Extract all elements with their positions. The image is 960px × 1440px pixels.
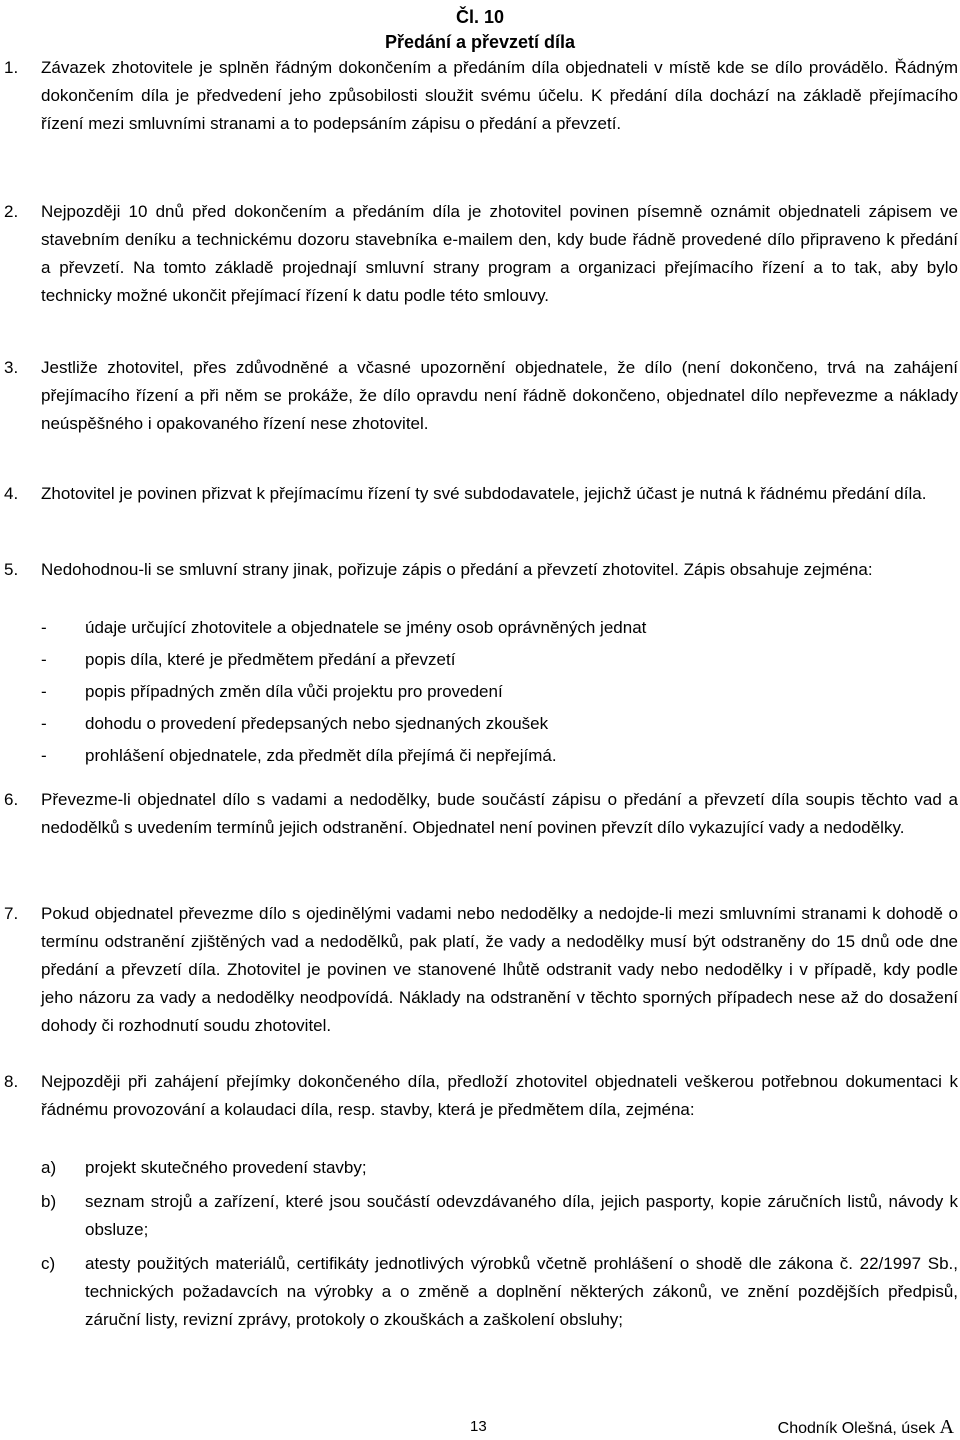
list-item-text: projekt skutečného provedení stavby; <box>85 1158 367 1177</box>
paragraph-number: 2. <box>4 202 19 221</box>
list-item-text: popis případných změn díla vůči projektu pro provedení <box>85 682 503 701</box>
list-item <box>41 614 941 646</box>
paragraph-number: 6. <box>4 790 19 809</box>
dash-bullet: - <box>41 682 47 701</box>
list-item-text: seznam strojů a zařízení, které jsou součástí odevzdávaného díla, jejich pasporty, kopie záručních listů, návody k obsluze; <box>85 1192 958 1239</box>
paragraph-number: 5. <box>4 560 19 579</box>
paragraph-text: Závazek zhotovitele je splněn řádným dokončením a předáním díla objednateli v místě kde se dílo provádělo. Řádným dokončením díla je předvedení jeho způsobilosti sloužit svému účelu. K předání díla dochází na základě přejímacího řízení mezi smluvními stranami a to podepsáním zápisu o předání a převzetí. <box>41 58 958 133</box>
dash-bullet: - <box>41 618 47 637</box>
page-number: 13 <box>470 1418 487 1435</box>
list-item-label: b) <box>41 1192 57 1211</box>
list-item <box>41 678 941 710</box>
documentation-list <box>41 1154 958 1334</box>
footer-doc-section: A <box>939 1416 954 1438</box>
paragraph-text: Zhotovitel je povinen přizvat k přejímacímu řízení ty své subdodavatele, jejichž účast je nutná k řádnému předání díla. <box>41 484 927 503</box>
paragraph-number: 4. <box>4 484 19 503</box>
article-title: Předání a převzetí díla <box>384 32 576 52</box>
list-item-text: popis díla, které je předmětem předání a převzetí <box>85 650 456 669</box>
paragraph-number: 8. <box>4 1072 19 1091</box>
list-item <box>41 710 941 742</box>
list-item-label: a) <box>41 1158 57 1177</box>
paragraph-text: Jestliže zhotovitel, přes zdůvodněné a včasné upozornění objednatele, že dílo (není dokončeno, trvá na zahájení přejímacího řízení a při něm se prokáže, že dílo opravdu není řádně dokončeno, objednatel dílo nepřevezme a náklady neúspěšného i opakovaného řízení nese zhotovitel. <box>41 358 958 433</box>
paragraph-number: 1. <box>4 58 19 77</box>
list-item-text: atesty použitých materiálů, certifikáty jednotlivých výrobků včetně prohlášení o shodě dle zákona č. 22/1997 Sb., technických požadavcích na výrobky a o změně a doplnění některých zákonů, ve znění pozdějších předpisů, záruční listy, revizní zprávy, protokoly o zkouškách a zaškolení obsluhy; <box>85 1254 958 1329</box>
paragraph-number: 7. <box>4 904 19 923</box>
dash-bullet: - <box>41 714 47 733</box>
list-item <box>41 742 941 774</box>
paragraph-text: Převezme-li objednatel dílo s vadami a nedodělky, bude součástí zápisu o předání a převzetí díla soupis těchto vad a nedodělků s uvedením termínů jejich odstranění. Objednatel není povinen převzít dílo vykazující vady a nedodělky. <box>41 790 958 837</box>
list-item-label: c) <box>41 1254 56 1273</box>
dash-bullet: - <box>41 746 47 765</box>
paragraph-number: 3. <box>4 358 19 377</box>
dash-bullet: - <box>41 650 47 669</box>
paragraph-text: Nejpozději 10 dnů před dokončením a předáním díla je zhotovitel povinen písemně oznámit objednateli zápisem ve stavebním deníku a technickému dozoru stavebníka e-mailem den, kdy bude řádně provedené dílo připraveno k předání a převzetí. Na tomto základě projednají smluvní strany program a organizaci přejímacího řízení a to tak, aby bylo technicky možné ukončit přejímací řízení k datu podle této smlouvy. <box>41 202 958 305</box>
list-item-text: prohlášení objednatele, zda předmět díla přejímá či nepřejímá. <box>85 746 557 765</box>
footer-doc-name-text: Chodník Olešná, úsek <box>777 1420 936 1437</box>
list-item-text: údaje určující zhotovitele a objednatele se jmény osob oprávněných jednat <box>85 618 647 637</box>
footer-document-name <box>778 1416 954 1439</box>
list-item <box>41 1250 958 1334</box>
article-number: Čl. 10 <box>455 7 505 27</box>
protocol-contents-list <box>41 614 941 774</box>
paragraph-text: Pokud objednatel převezme dílo s ojedinělými vadami nebo nedodělky a nedojde-li mezi smluvními stranami k dohodě o termínu odstranění zjištěných vad a nedodělků, pak platí, že vady a nedodělky musí být odstraněny do 15 dnů ode dne předání a převzetí díla. Zhotovitel je povinen ve stanovené lhůtě odstranit vady nebo nedodělky i v případě, kdy podle jeho názoru za vady a nedodělky neodpovídá. Náklady na odstranění v těchto sporných případech nese až do dosažení dohody či rozhodnutí soudu zhotovitel. <box>41 904 958 1035</box>
paragraph-text: Nedohodnou-li se smluvní strany jinak, pořizuje zápis o předání a převzetí zhotovitel. Zápis obsahuje zejména: <box>41 560 873 579</box>
list-item <box>41 646 941 678</box>
list-item <box>41 1154 958 1182</box>
list-item-text: dohodu o provedení předepsaných nebo sjednaných zkoušek <box>85 714 549 733</box>
list-item <box>41 1188 958 1244</box>
paragraph-text: Nejpozději při zahájení přejímky dokončeného díla, předloží zhotovitel objednateli veškerou potřebnou dokumentaci k řádnému provozování a kolaudaci díla, resp. stavby, která je předmětem díla, zejména: <box>41 1072 958 1119</box>
